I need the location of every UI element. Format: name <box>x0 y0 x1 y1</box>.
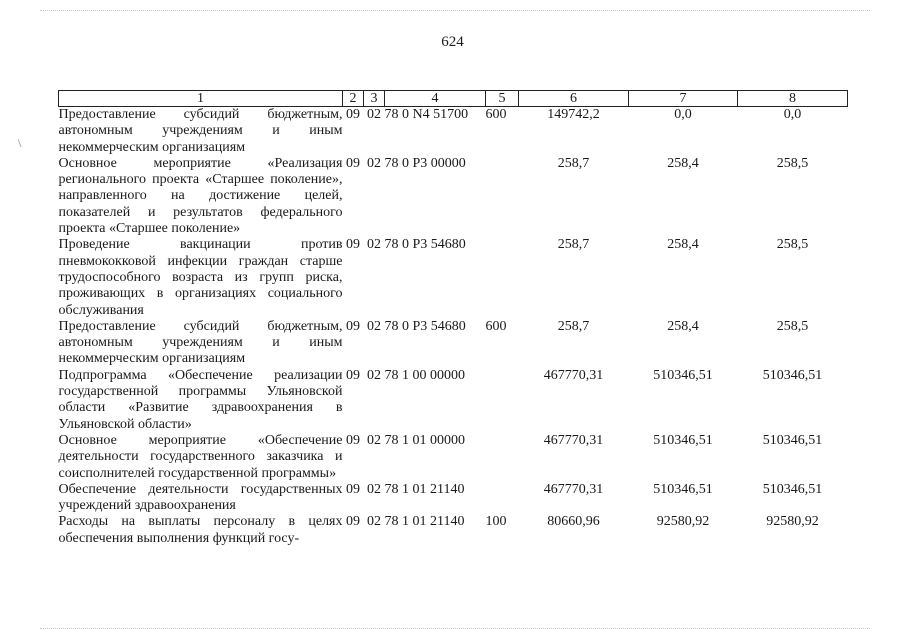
row-value-col8: 92580,92 <box>766 514 819 530</box>
row-value-col6: 258,7 <box>557 155 590 171</box>
row-section: 09 <box>346 107 360 122</box>
table-row <box>59 319 848 368</box>
row-name: Подпрограмма «Обеспечение реализации государственной программы Ульяновской области «Развитие здравоохранения в Ульяновской области» <box>58 367 343 432</box>
row-value-col7: 92580,92 <box>656 514 710 530</box>
row-value-col8: 510346,51 <box>762 432 823 448</box>
header-col-6: 6 <box>519 91 629 107</box>
table-body <box>59 107 848 548</box>
scan-edge-top <box>40 10 870 12</box>
row-expense-type: 100 <box>485 514 507 530</box>
row-target-code: 78 0 P3 54680 <box>384 318 466 334</box>
row-expense-type <box>486 156 519 237</box>
row-name: Предоставление субсидий бюджетным, автономным учреждениям и иным некоммерческим организациям <box>58 318 343 367</box>
row-expense-type <box>486 433 519 482</box>
table-row <box>59 107 848 156</box>
row-name: Предоставление субсидий бюджетным, автономным учреждениям и иным некоммерческим организациям <box>58 107 343 155</box>
row-subsection: 02 <box>367 367 381 383</box>
row-section: 09 <box>346 432 360 448</box>
row-value-col8: 510346,51 <box>762 367 823 383</box>
row-name: Проведение вакцинации против пневмококковой инфекции граждан старше трудоспособного возраста из групп риска, проживающих в организациях социального обслуживания <box>58 237 343 318</box>
row-name: Основное мероприятие «Реализация регионального проекта «Старшее поколение», направленного на достижение целей, показателей и результатов федерального проекта «Старшее поколение» <box>58 155 343 237</box>
row-section: 09 <box>346 367 360 383</box>
row-expense-type: 600 <box>485 107 507 122</box>
row-value-col6: 467770,31 <box>543 432 604 448</box>
row-section: 09 <box>346 481 360 497</box>
table-row <box>59 156 848 237</box>
header-row <box>59 91 848 107</box>
row-section: 09 <box>346 514 360 530</box>
table-row <box>59 514 848 547</box>
row-value-col8: 258,5 <box>776 318 809 334</box>
margin-mark: \ <box>18 136 22 150</box>
row-value-col7: 258,4 <box>667 237 699 253</box>
row-target-code: 78 0 P3 54680 <box>384 237 466 253</box>
row-value-col6: 149742,2 <box>547 107 600 122</box>
row-target-code: 78 1 01 21140 <box>384 481 465 497</box>
row-subsection: 02 <box>367 155 381 171</box>
header-col-2: 2 <box>343 91 364 107</box>
row-name: Основное мероприятие «Обеспечение деятельности государственного заказчика и соисполнителей государственной программы» <box>58 432 343 481</box>
row-target-code: 78 0 P3 00000 <box>384 155 466 171</box>
row-value-col6: 258,7 <box>557 237 590 253</box>
row-value-col8: 258,5 <box>776 155 809 171</box>
header-col-4: 4 <box>385 91 486 107</box>
row-value-col6: 80660,96 <box>547 514 600 530</box>
budget-table <box>58 90 848 547</box>
row-target-code: 78 0 N4 51700 <box>384 107 469 122</box>
row-name: Расходы на выплаты персоналу в целях обеспечения выполнения функций госу- <box>58 514 343 546</box>
row-value-col6: 467770,31 <box>543 481 604 497</box>
row-value-col8: 510346,51 <box>762 481 823 497</box>
row-value-col7: 258,4 <box>667 155 699 171</box>
row-subsection: 02 <box>367 237 381 253</box>
table-row <box>59 237 848 318</box>
row-value-col6: 258,7 <box>557 318 590 334</box>
table-row <box>59 482 848 515</box>
row-value-col7: 0,0 <box>674 107 692 122</box>
row-expense-type <box>486 368 519 433</box>
row-value-col8: 258,5 <box>776 237 809 253</box>
row-subsection: 02 <box>367 432 381 448</box>
row-subsection: 02 <box>367 107 381 122</box>
row-section: 09 <box>346 318 360 334</box>
row-value-col7: 258,4 <box>667 318 699 334</box>
row-section: 09 <box>346 237 360 253</box>
row-value-col8: 0,0 <box>783 107 802 122</box>
row-section: 09 <box>346 155 360 171</box>
row-value-col7: 510346,51 <box>653 481 713 497</box>
row-expense-type <box>486 482 519 515</box>
row-value-col6: 467770,31 <box>543 367 604 383</box>
header-col-3: 3 <box>364 91 385 107</box>
row-value-col7: 510346,51 <box>653 432 713 448</box>
row-expense-type <box>486 237 519 318</box>
row-subsection: 02 <box>367 318 381 334</box>
row-target-code: 78 1 01 21140 <box>384 514 465 530</box>
row-target-code: 78 1 01 00000 <box>384 432 465 448</box>
row-subsection: 02 <box>367 481 381 497</box>
row-expense-type: 600 <box>485 318 507 334</box>
table-row <box>59 368 848 433</box>
header-col-8: 8 <box>738 91 848 107</box>
table-row <box>59 433 848 482</box>
row-value-col7: 510346,51 <box>653 367 713 383</box>
row-name: Обеспечение деятельности государственных учреждений здравоохранения <box>58 481 343 514</box>
header-col-7: 7 <box>629 91 738 107</box>
row-subsection: 02 <box>367 514 381 530</box>
row-target-code: 78 1 00 00000 <box>384 367 465 383</box>
scan-edge-bottom <box>40 628 870 630</box>
page-number: 624 <box>441 34 464 50</box>
header-col-1: 1 <box>59 91 343 107</box>
header-col-5: 5 <box>486 91 519 107</box>
